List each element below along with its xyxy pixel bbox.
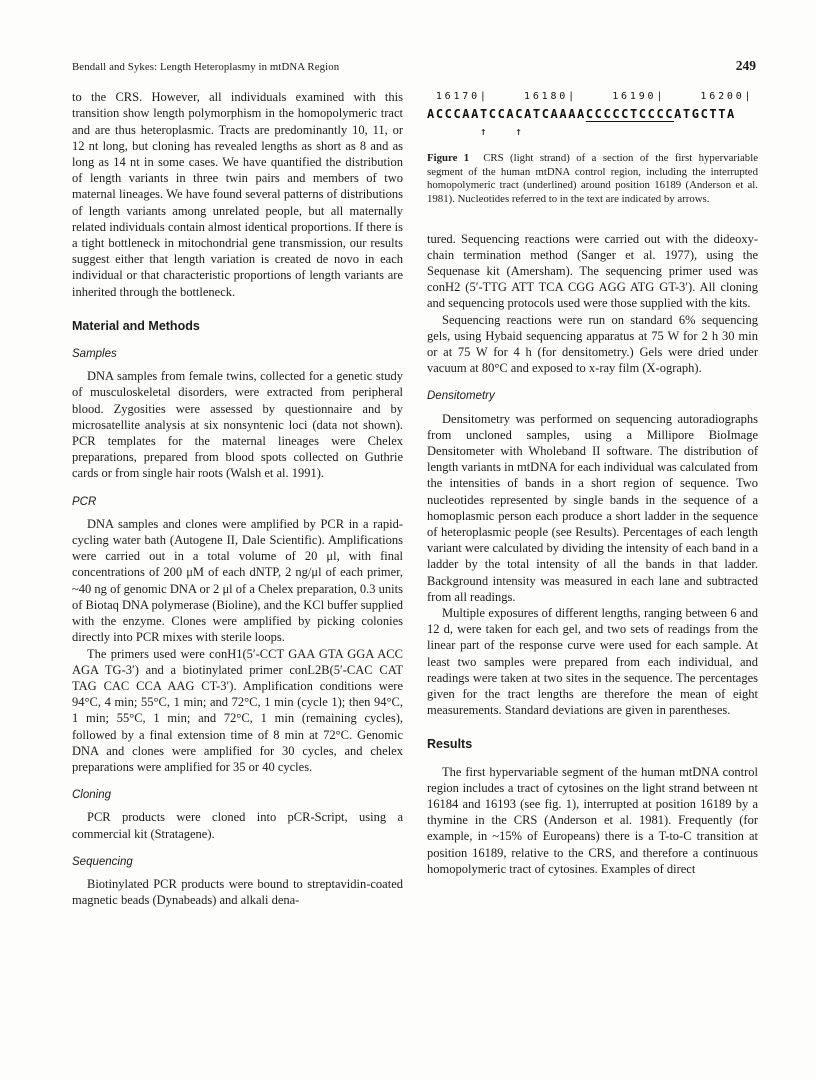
figure-1 xyxy=(427,89,758,206)
densitometry-paragraph-1: Densitometry was performed on sequencing autoradiographs from uncloned samples, using a Millipore BioImage Densitometer with Wholeband II software. The distribution of length variants in mtDNA for each individual was calculated from the intensities of bands in a short region of sequence. Two nucleotides represented by single bands in the sequence of a homoplasmic person each produce a short ladder in the sequence of heteroplasmic people (see Results). Percentages of each length variant were calculated by dividing the intensity of each band in a ladder by the total intensity of all the bands in that ladder. Background intensity was measured in each lane and subtracted from all readings. xyxy=(427,411,758,604)
sequence-pre-tract: ACCCAATCCACATCAAAA xyxy=(427,107,586,122)
pcr-paragraph-1: DNA samples and clones were amplified by PCR in a rapid-cycling water bath (Autogene II, Dale Scientific). Amplifications were carried out in a total volume of 20 μl, with final concentrations of 200 μM of each dNTP, 2 ng/μl of each primer, ~40 ng of genomic DNA or 2 μl of a Chelex preparation, 0.3 units of Biotaq DNA polymerase (Bioline), and the KCl buffer supplied with the enzyme. Clones were amplified by picking colonies directly into PCR mixes with sterile loops. xyxy=(72,516,403,645)
sequence-arrow-markers: ↑ ↑ xyxy=(427,125,525,139)
sequencing-paragraph: Biotinylated PCR products were bound to streptavidin-coated magnetic beads (Dynabeads) and alkali dena- xyxy=(72,876,403,908)
sequencing-gels-paragraph: Sequencing reactions were run on standard 6% sequencing gels, using Hybaid sequencing apparatus at 75 W for 2 h 30 min or at 75 W for 4 h (for densitometry.) Gels were dried under vacuum at 80°C and exposed to x-ray film (X-ograph). xyxy=(427,312,758,376)
sequencing-continuation-paragraph: tured. Sequencing reactions were carried out with the dideoxy-chain termination method (Sanger et al. 1977), using the Sequenase kit (Amersham). The sequencing primer used was conH2 (5′-TTG ATT TCA CGG AGG ATG GT-3′). All cloning and sequencing protocols used were those supplied with the kits. xyxy=(427,231,758,311)
subsection-heading-cloning: Cloning xyxy=(72,789,111,802)
left-column xyxy=(72,89,403,908)
cloning-paragraph: PCR products were cloned into pCR-Script, using a commercial kit (Stratagene). xyxy=(72,810,403,841)
figure-label: Figure 1 xyxy=(427,152,470,165)
samples-paragraph: DNA samples from female twins, collected for a genetic study of musculoskeletal disorders, were extracted from peripheral blood. Zygosities were assessed by questionnaire and by microsatellite analysis at six nonsyntenic loci (data not shown). PCR templates for the maternal lineages were Chelex preparations, prepared from blood spots collected on Guthrie cards or from single hair roots (Walsh et al. 1991). xyxy=(72,369,403,481)
right-column xyxy=(427,89,758,908)
section-heading-results: Results xyxy=(427,737,473,752)
two-column-body xyxy=(0,89,816,908)
page-header xyxy=(0,0,816,75)
intro-continuation-paragraph: to the CRS. However, all individuals examined with this transition show length polymorphism in the homopolymeric tract and are thus heteroplasmic. Tracts are predominantly 10, 11, or 12 nt long, but cloning has revealed lengths as short as 8 and as long as 14 nt in some cases. We have quantified the distribution of length variants in three twin pairs and members of two maternal lineages. We have found several patterns of distributions of length variants among unrelated people, but all maternally related individuals contain almost identical proportions. If there is a tight bottleneck in mitochondrial gene transmission, our results suggest either that length variation is created de novo in each individual or that characteristic proportions of length variants are inherited through the bottleneck. xyxy=(72,90,403,299)
pcr-paragraph-2: The primers used were conH1(5′-CCT GAA GTA GGA ACC AGA TG-3′) and a biotinylated primer conL2B(5′-CAC CAT TAG CAC CCA AAG CT-3′). Amplification conditions were 94°C, 4 min; 55°C, 1 min; and 72°C, 1 min (cycle 1); then 94°C, 1 min; 55°C, 1 min; and 72°C, 1 min (remaining cycles), followed by a final extension time of 8 min at 72°C. Genomic DNA and clones were amplified for 30 cycles, and chelex preparations were amplified for 35 or 40 cycles. xyxy=(72,646,403,774)
sequence-position-labels: 16170| 16180| 16190| 16200| xyxy=(427,91,754,103)
results-paragraph: The first hypervariable segment of the human mtDNA control region includes a tract of cytosines on the light strand between nt 16184 and 16193 (see fig. 1), interrupted at position 16189 by a thymine in the CRS (Anderson et al. 1981). Frequently (for example, in ~15% of Europeans) there is a T-to-C transition at position 16189, relative to the CRS, and therefore a continuous homopolymeric tract of cytosines. Examples of direct xyxy=(427,764,758,876)
subsection-heading-samples: Samples xyxy=(72,348,117,361)
running-head: Bendall and Sykes: Length Heteroplasmy in mtDNA Region xyxy=(72,61,340,73)
dna-sequence xyxy=(427,104,758,124)
sequence-homopolymeric-tract: CCCCCTCCCC xyxy=(585,107,675,122)
figure-caption xyxy=(427,152,758,206)
figure-caption-text: CRS (light strand) of a section of the first hypervariable segment of the human mtDNA control region, including the interrupted homopolymeric tract (underlined) around position 16189 (Anderson et al. 1981). Nucleotides referred to in the text are indicated by arrows. xyxy=(427,152,758,205)
sequence-post-tract: ATGCTTA xyxy=(674,107,736,122)
section-heading-material-and-methods: Material and Methods xyxy=(72,318,200,333)
subsection-heading-sequencing: Sequencing xyxy=(72,855,133,868)
densitometry-paragraph-2: Multiple exposures of different lengths, ranging between 6 and 12 d, were taken for each gel, and two sets of readings from the linear part of the response curve were used for each sample. At least two samples were prepared from each individual, and readings were taken at two sites in the sequence. The percentages given for the tract lengths are therefore the mean of eight measurements. Standard deviations are given in parentheses. xyxy=(427,606,758,718)
subsection-heading-densitometry: Densitometry xyxy=(427,390,495,403)
page-number: 249 xyxy=(735,58,756,73)
subsection-heading-pcr: PCR xyxy=(72,495,97,508)
